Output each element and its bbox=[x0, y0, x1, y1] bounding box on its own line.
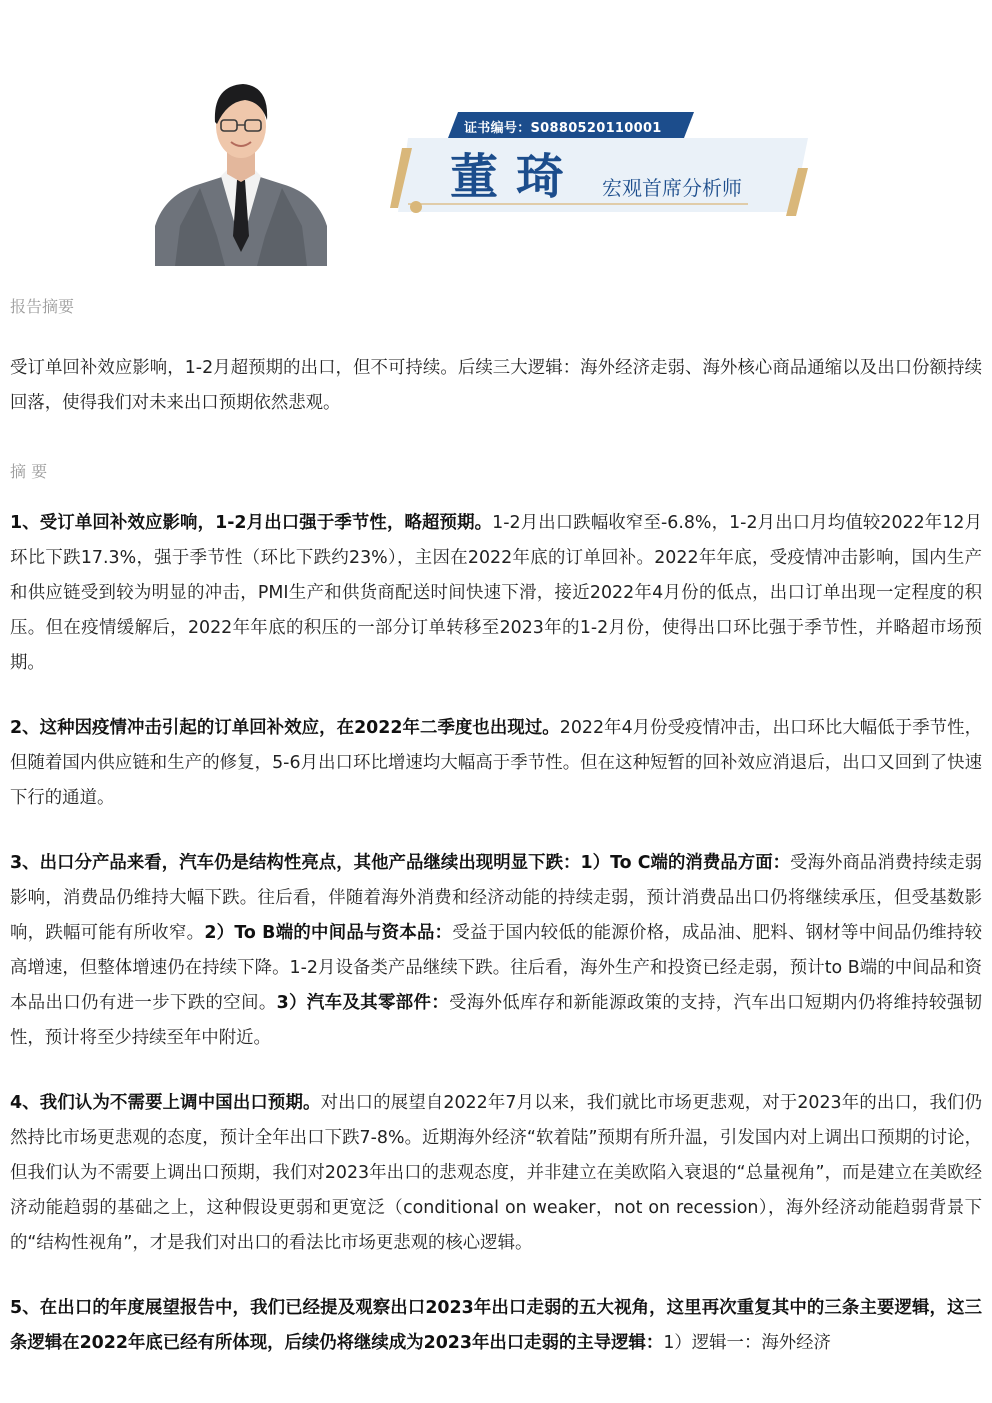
point-1-body: 1-2月出口跌幅收窄至-6.8%，1-2月出口月均值较2022年12月环比下跌17.3%，强于季节性（环比下跌约23%），主因在2022年底的订单回补。2022年年底，受疫情冲击影响，国内生产和供应链受到较为明显的冲击，PMI生产和供货商配送时间快速下滑，接近2022年4月份的低点，出口订单出现一定程度的积压。但在疫情缓解后，2022年年底的积压的一部分订单转移至2023年的1-2月份，使得出口环比强于季节性，并略超市场预期。 bbox=[10, 513, 982, 673]
point-4-body: 对出口的展望自2022年7月以来，我们就比市场更悲观，对于2023年的出口，我们仍然持比市场更悲观的态度，预计全年出口下跌7-8%。近期海外经济“软着陆”预期有所升温，引发国内对上调出口预期的讨论，但我们认为不需要上调出口预期，我们对2023年出口的悲观态度，并非建立在美欧陷入衰退的“总量视角”，而是建立在美欧经济动能趋弱的基础之上，这种假设更弱和更宽泛（conditional on weaker，not on recession），海外经济动能趋弱背景下的“结构性视角”，才是我们对出口的看法比市场更悲观的核心逻辑。 bbox=[10, 1093, 982, 1253]
point-3-body-1: 受海外商品消费持续走弱影响，消费品仍维持大幅下跌。往后看，伴随着海外消费和经济动能的持续走弱，预计消费品出口仍将继续承压，但受基数影响，跌幅可能有所收窄。 bbox=[10, 853, 982, 943]
point-2-lead: 2、这种因疫情冲击引起的订单回补效应，在2022年二季度也出现过。 bbox=[10, 718, 560, 738]
point-5-paragraph bbox=[10, 1291, 982, 1361]
analyst-photo bbox=[155, 76, 327, 266]
point-3-lead-2: 2）To B端的中间品与资本品： bbox=[204, 923, 453, 943]
certificate-number: 证书编号：S0880520110001 bbox=[464, 121, 662, 136]
analyst-banner bbox=[388, 108, 818, 220]
point-2-paragraph bbox=[10, 711, 982, 816]
report-summary-label: 报告摘要 bbox=[10, 297, 75, 316]
point-3-body-3: 受海外低库存和新能源政策的支持，汽车出口短期内仍将维持较强韧性，预计将至少持续至年中附近。 bbox=[10, 993, 982, 1048]
point-5-body: 1）逻辑一：海外经济 bbox=[663, 1333, 831, 1353]
analyst-name: 董琦 bbox=[450, 149, 583, 205]
point-3-paragraph bbox=[10, 846, 982, 1056]
point-3-lead-3: 3）汽车及其零部件： bbox=[276, 993, 450, 1013]
report-header bbox=[0, 0, 992, 280]
intro-paragraph: 受订单回补效应影响，1-2月超预期的出口，但不可持续。后续三大逻辑：海外经济走弱、海外核心商品通缩以及出口份额持续回落，使得我们对未来出口预期依然悲观。 bbox=[10, 358, 982, 413]
point-1-paragraph bbox=[10, 506, 982, 681]
analyst-title: 宏观首席分析师 bbox=[602, 176, 742, 200]
point-3-body-2: 受益于国内较低的能源价格，成品油、肥料、钢材等中间品仍维持较高增速，但整体增速仍在持续下降。1-2月设备类产品继续下跌。往后看，海外生产和投资已经走弱，预计to B端的中间品和资本品出口仍有进一步下跌的空间。 bbox=[10, 923, 982, 1013]
point-1-lead: 1、受订单回补效应影响，1-2月出口强于季节性，略超预期。 bbox=[10, 513, 493, 533]
summary-label: 摘 要 bbox=[10, 462, 48, 481]
point-4-paragraph bbox=[10, 1086, 982, 1261]
point-4-lead: 4、我们认为不需要上调中国出口预期。 bbox=[10, 1093, 321, 1113]
point-2-body: 2022年4月份受疫情冲击，出口环比大幅低于季节性，但随着国内供应链和生产的修复，5-6月出口环比增速均大幅高于季节性。但在这种短暂的回补效应消退后，出口又回到了快速下行的通道。 bbox=[10, 718, 982, 808]
point-5-lead: 5、在出口的年度展望报告中，我们已经提及观察出口2023年出口走弱的五大视角，这里再次重复其中的三条主要逻辑，这三条逻辑在2022年底已经有所体现，后续仍将继续成为2023年出口走弱的主导逻辑： bbox=[10, 1298, 982, 1353]
point-3-lead: 3、出口分产品来看，汽车仍是结构性亮点，其他产品继续出现明显下跌：1）To C端的消费品方面： bbox=[10, 853, 791, 873]
